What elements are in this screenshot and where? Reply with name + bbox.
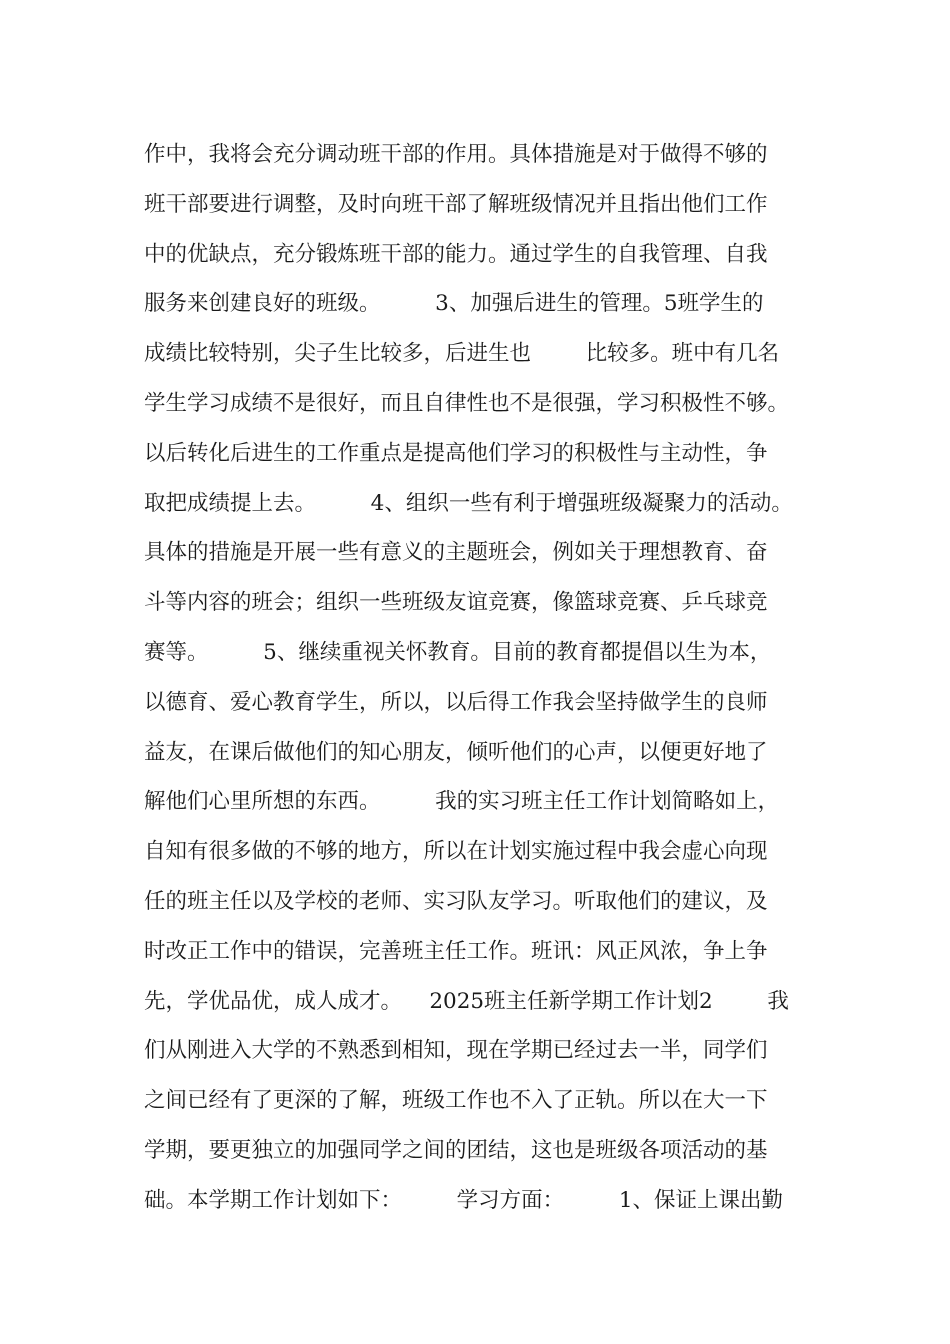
- text-line: 础。本学期工作计划如下： 学习方面： 1、保证上课出勤: [144, 1187, 784, 1213]
- text-line: 之间已经有了更深的了解，班级工作也不入了正轨。所以在大一下: [144, 1088, 768, 1114]
- text-line: 任的班主任以及学校的老师、实习队友学习。听取他们的建议，及: [144, 888, 768, 914]
- text-line: 取把成绩提上去。 4、组织一些有利于增强班级凝聚力的活动。: [144, 490, 793, 516]
- text-line: 学期，要更独立的加强同学之间的团结，这也是班级各项活动的基: [144, 1137, 768, 1163]
- text-line: 时改正工作中的错误，完善班主任工作。班讯：风正风浓，争上争: [144, 938, 768, 964]
- text-line: 服务来创建良好的班级。 3、加强后进生的管理。5班学生的: [144, 291, 764, 317]
- text-line: 作中，我将会充分调动班干部的作用。具体措施是对于做得不够的: [144, 142, 768, 167]
- text-line: 中的优缺点，充分锻炼班干部的能力。通过学生的自我管理、自我: [144, 241, 768, 267]
- text-line: 赛等。 5、继续重视关怀教育。目前的教育都提倡以生为本，: [144, 639, 772, 665]
- text-line: 学生学习成绩不是很好，而且自律性也不是很强，学习积极性不够。: [144, 390, 790, 416]
- text-line: 以后转化后进生的工作重点是提高他们学习的积极性与主动性，争: [144, 440, 768, 466]
- text-line: 自知有很多做的不够的地方，所以在计划实施过程中我会虚心向现: [144, 839, 768, 865]
- text-line: 以德育、爱心教育学生，所以，以后得工作我会坚持做学生的良师: [144, 689, 768, 715]
- text-line: 成绩比较特别，尖子生比较多，后进生也 比较多。班中有几名: [144, 341, 780, 367]
- text-line: 解他们心里所想的东西。 我的实习班主任工作计划简略如上，: [144, 789, 780, 815]
- text-line: 班干部要进行调整，及时向班干部了解班级情况并且指出他们工作: [144, 191, 768, 217]
- text-line: 具体的措施是开展一些有意义的主题班会，例如关于理想教育、奋: [144, 540, 768, 566]
- document-body: [144, 130, 834, 1226]
- text-line: 斗等内容的班会；组织一些班级友谊竞赛，像篮球竞赛、乒乓球竞: [144, 590, 768, 616]
- text-line: 们从刚进入大学的不熟悉到相知，现在学期已经过去一半，同学们: [144, 1038, 768, 1064]
- text-line: 先，学优品优，成人成才。 2025班主任新学期工作计划2 我: [144, 988, 789, 1014]
- text-line: 益友，在课后做他们的知心朋友，倾听他们的心声，以便更好地了: [144, 739, 768, 765]
